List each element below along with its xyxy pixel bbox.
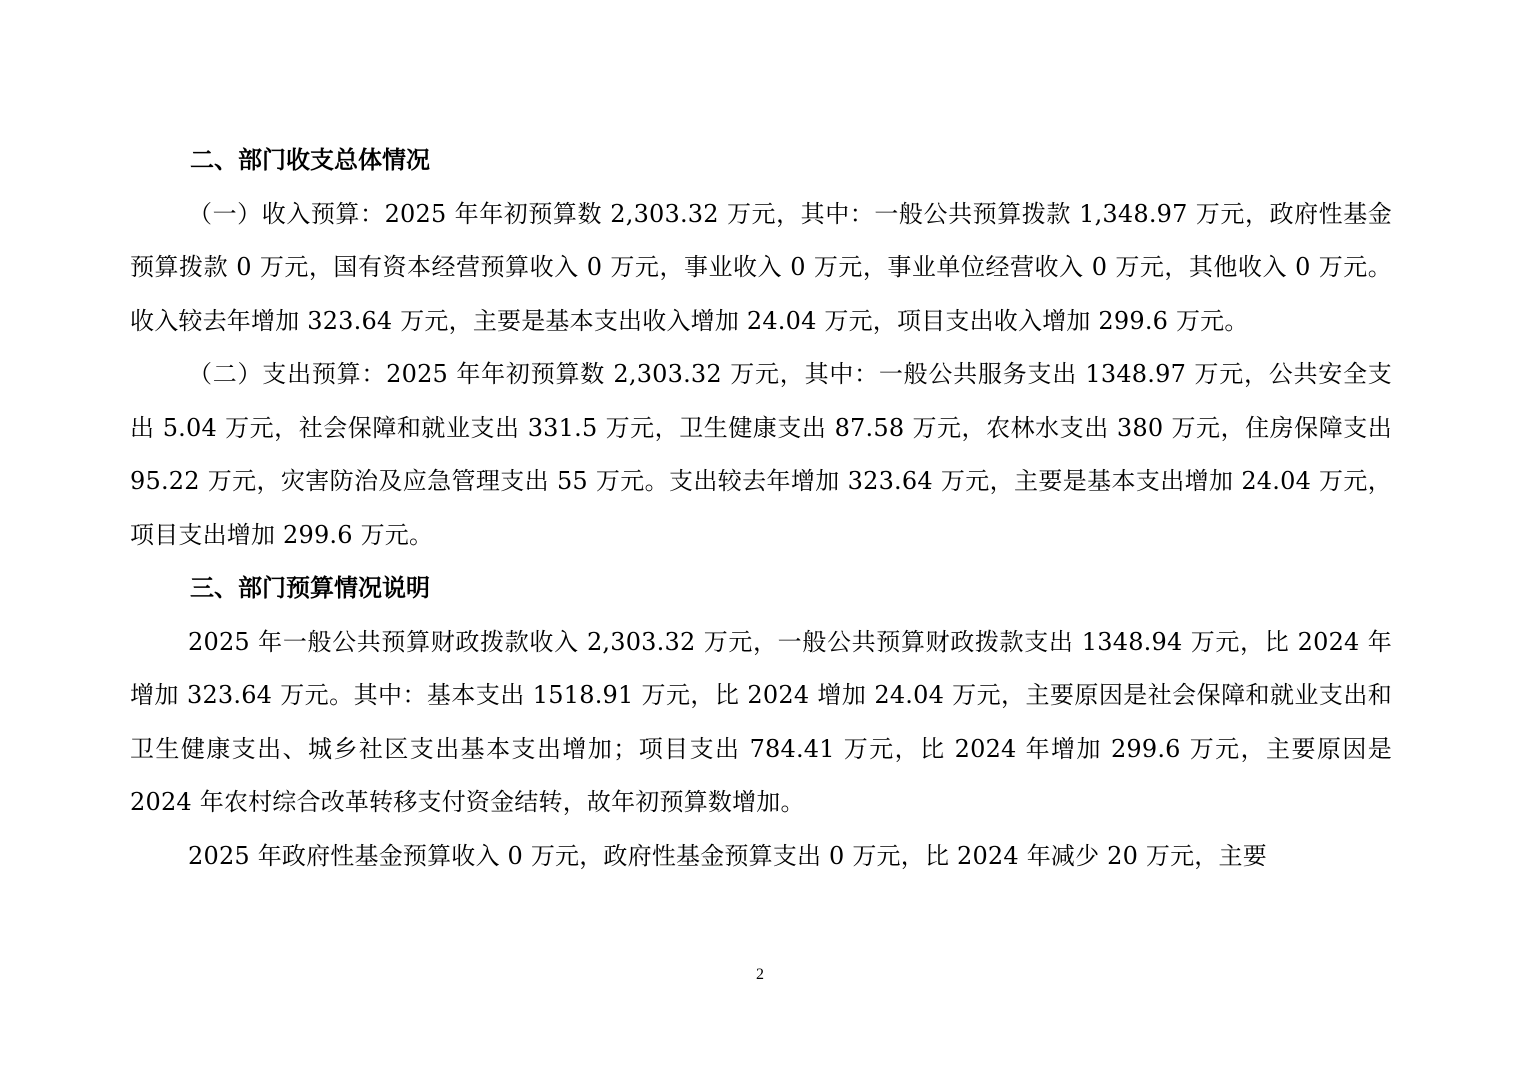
- section-heading-overall: 二、部门收支总体情况: [190, 146, 430, 174]
- document-body: [130, 134, 1392, 883]
- general-budget-paragraph: 2025 年一般公共预算财政拨款收入 2,303.32 万元，一般公共预算财政拨款支出 1348.94 万元，比 2024 年增加 323.64 万元。其中：基本支出 1518.91 万元，比 2024 增加 24.04 万元，主要原因是社会保障和就业支出和卫生健康支出、城乡社区支出基本支出增加；项目支出 784.41 万元，比 2024 年增加 299.6 万元，主要原因是 2024 年农村综合改革转移支付资金结转，故年初预算数增加。: [130, 627, 1392, 816]
- income-budget-paragraph: （一）收入预算：2025 年年初预算数 2,303.32 万元，其中：一般公共预算拨款 1,348.97 万元，政府性基金预算拨款 0 万元，国有资本经营预算收入 0 万元，事业收入 0 万元，事业单位经营收入 0 万元，其他收入 0 万元。收入较去年增加 323.64 万元，主要是基本支出收入增加 24.04 万元，项目支出收入增加 299.6 万元。: [130, 199, 1392, 335]
- section-heading-budget-explanation: 三、部门预算情况说明: [190, 574, 430, 602]
- fund-budget-paragraph: 2025 年政府性基金预算收入 0 万元，政府性基金预算支出 0 万元，比 2024 年减少 20 万元，主要: [188, 841, 1267, 870]
- expenditure-budget-paragraph: （二）支出预算：2025 年年初预算数 2,303.32 万元，其中：一般公共服务支出 1348.97 万元，公共安全支出 5.04 万元，社会保障和就业支出 331.5 万元，卫生健康支出 87.58 万元，农林水支出 380 万元，住房保障支出 95.22 万元，灾害防治及应急管理支出 55 万元。支出较去年增加 323.64 万元，主要是基本支出增加 24.04 万元，项目支出增加 299.6 万元。: [130, 360, 1392, 549]
- page-number: 2: [756, 966, 764, 983]
